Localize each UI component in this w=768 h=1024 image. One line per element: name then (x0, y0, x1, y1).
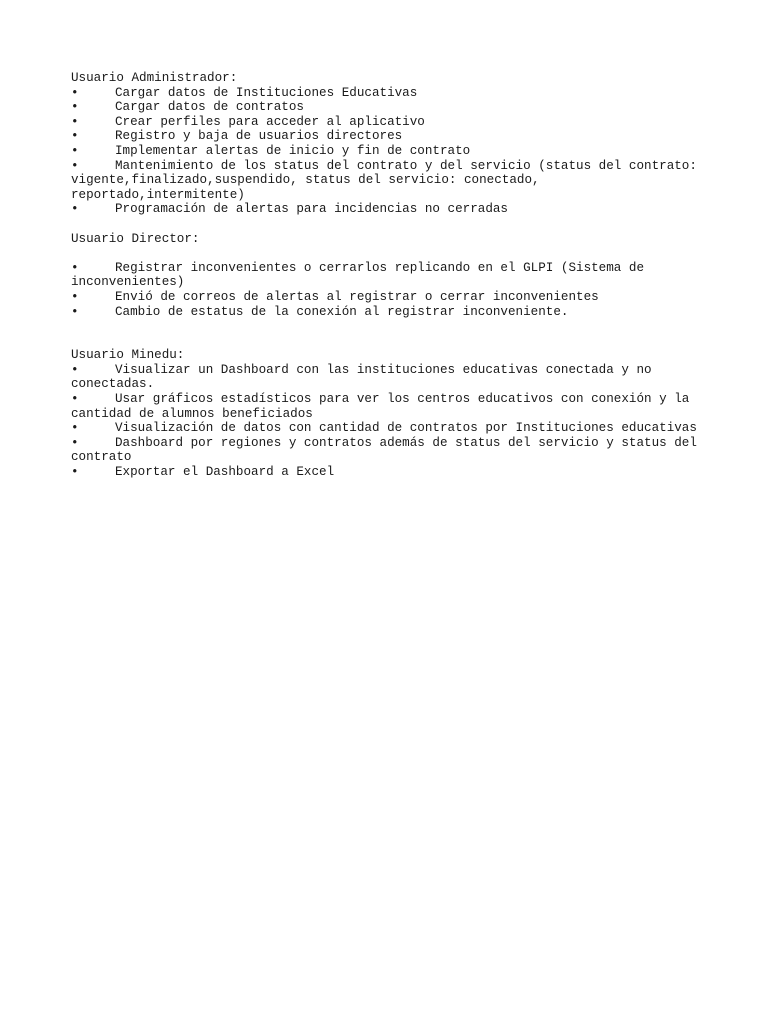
section-heading-admin: Usuario Administrador: (71, 71, 238, 85)
list-item (71, 86, 711, 101)
list-item (71, 261, 711, 290)
bullet-icon: • (71, 304, 79, 319)
list-director (71, 261, 711, 319)
list-item (71, 363, 711, 392)
bullet-icon: • (71, 114, 79, 129)
list-item-text-continued: inconvenientes) (71, 275, 185, 290)
list-item (71, 436, 711, 465)
list-item-text: Cargar datos de contratos (115, 100, 304, 115)
list-item (71, 202, 711, 217)
list-item (71, 465, 711, 480)
list-item-text-continued: conectadas. (71, 377, 155, 392)
bullet-icon: • (71, 421, 79, 436)
list-item-text: Implementar alertas de inicio y fin de contrato (115, 143, 471, 158)
list-admin (71, 86, 711, 217)
bullet-icon: • (71, 129, 79, 144)
bullet-icon: • (71, 465, 79, 480)
bullet-icon: • (71, 362, 79, 377)
bullet-icon: • (71, 260, 79, 275)
list-item-text: Cambio de estatus de la conexión al registrar inconveniente. (115, 304, 569, 319)
list-item-text: Envió de correos de alertas al registrar o cerrar inconvenientes (115, 289, 599, 304)
section-heading-minedu: Usuario Minedu: (71, 348, 185, 363)
list-item (71, 290, 711, 305)
spacer (71, 319, 711, 348)
bullet-icon: • (71, 435, 79, 450)
list-item-text: Exportar el Dashboard a Excel (115, 465, 335, 480)
list-item-text: Crear perfiles para acceder al aplicativo (115, 114, 425, 129)
list-item-text-continued: cantidad de alumnos beneficiados (71, 406, 313, 421)
spacer (71, 217, 711, 232)
bullet-icon: • (71, 392, 79, 407)
list-item-text: Usar gráficos estadísticos para ver los centros educativos con conexión y la (115, 392, 690, 407)
bullet-icon: • (71, 143, 79, 158)
spacer (71, 246, 711, 261)
list-item-text-continued: vigente,finalizado,suspendido, status del servicio: conectado, (71, 173, 540, 188)
bullet-icon: • (71, 158, 79, 173)
list-item (71, 305, 711, 320)
bullet-icon: • (71, 202, 79, 217)
list-item (71, 421, 711, 436)
section-heading-director: Usuario Director: (71, 231, 200, 246)
list-item-text: Registrar inconvenientes o cerrarlos replicando en el GLPI (Sistema de (115, 260, 645, 275)
document-page (71, 71, 711, 480)
list-item-text: Mantenimiento de los status del contrato y del servicio (status del contrato: (115, 158, 697, 173)
list-item-text: Visualización de datos con cantidad de contratos por Instituciones educativas (115, 421, 697, 436)
list-item-text-continued: reportado,intermitente) (71, 187, 245, 202)
list-item (71, 100, 711, 115)
list-item-text: Programación de alertas para incidencias no cerradas (115, 202, 508, 217)
list-item (71, 129, 711, 144)
list-item (71, 144, 711, 159)
bullet-icon: • (71, 289, 79, 304)
list-item-text: Registro y baja de usuarios directores (115, 129, 403, 144)
list-item (71, 115, 711, 130)
list-item-text: Visualizar un Dashboard con las instituciones educativas conectada y no (115, 362, 652, 377)
bullet-icon: • (71, 85, 79, 100)
bullet-icon: • (71, 100, 79, 115)
list-item (71, 392, 711, 421)
list-minedu (71, 363, 711, 480)
list-item-text: Dashboard por regiones y contratos además de status del servicio y status del (115, 435, 697, 450)
list-item (71, 159, 711, 203)
list-item-text-continued: contrato (71, 450, 132, 465)
list-item-text: Cargar datos de Instituciones Educativas (115, 85, 418, 100)
